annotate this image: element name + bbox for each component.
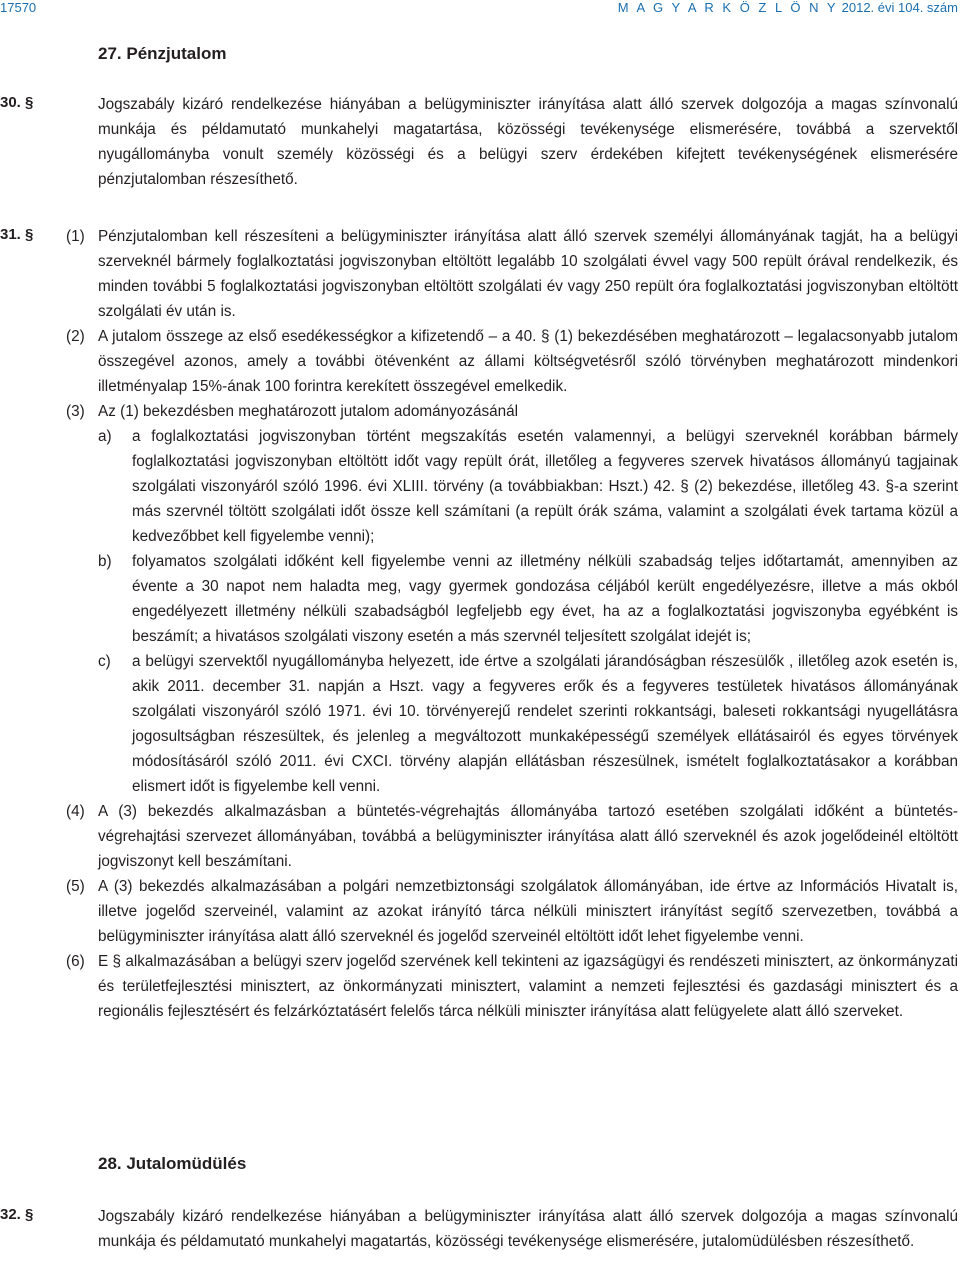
paragraph-number: 32. § bbox=[0, 1206, 34, 1223]
subsection-2 bbox=[66, 324, 958, 399]
subsection-4 bbox=[66, 799, 958, 874]
subsection-number: (5) bbox=[66, 878, 85, 895]
subsection-number: (2) bbox=[66, 328, 85, 345]
page-number: 17570 bbox=[0, 0, 37, 15]
section-title-jutalomudules: 28. Jutalomüdülés bbox=[98, 1154, 247, 1173]
section-title-penzjutalom: 27. Pénzjutalom bbox=[98, 44, 227, 63]
item-text: a belügyi szervektől nyugállományba helyezett, ide értve a szolgálati járandóságban részesülők , illetőleg azok esetén is, akik 2011. december 31. napján a Hszt. vagy a fegyveres erők és a fegyveres testületek hivatásos állományának szolgálati viszonyáról szóló 1971. évi 10. törvényerejű rendelet szerinti rokkantsági, baleseti rokkantsági nyugellátásra jogosultságban részesültek, és jelenleg a megváltozott munkaképességű személyek ellátásairól és egyes törvények módosításáról szóló 2011. évi CXCI. törvény alapján ellátásban részesülnek, ismételt foglalkoztatásakor a korábban elismert időt is figyelembe kell venni. bbox=[132, 653, 958, 795]
item-text: a foglalkoztatási jogviszonyban történt megszakítás esetén valamennyi, a belügyi szerveknél korábban bármely foglalkoztatási jogviszonyban eltöltött időt vagy repült órát, illetőleg a fegyveres szervek hivatásos állományú tagjainak szolgálati viszonyáról szóló 1996. évi XLIII. törvény (a továbbiakban: Hszt.) 42. § (2) bekezdése, illetőleg 43. §-a szerint más szervnél töltött szolgálati időt össze kell számítani (a repült órák száma, valamint a szolgálati évek tartama közül a kedvezőbbet kell figyelembe venni); bbox=[132, 428, 958, 545]
subsection-text: Pénzjutalomban kell részesíteni a belügyminiszter irányítása alatt álló szervek személyi állományának tagját, ha a belügyi szerveknél bármely foglalkoztatási jogviszonyban eltöltött legalább 10 szolgálati évvel vagy 500 repült órával rendelkezik, és minden további 5 foglalkoztatási jogviszonyban eltöltött szolgálati év vagy 250 repült óra foglalkoztatási jogviszonyban eltöltött szolgálati év után is. bbox=[98, 228, 958, 320]
subsection-number: (3) bbox=[66, 403, 85, 420]
item-label: c) bbox=[98, 653, 111, 670]
subsection-text: A jutalom összege az első esedékességkor a kifizetendő – a 40. § (1) bekezdésében meghatározott – legalacsonyabb jutalom összegével azonos, amely a további ötévenként az állami költségvetésről szóló törvényben meghatározott mindenkori illetményalap 15%-ának 100 forintra kerekített összegével emelkedik. bbox=[98, 328, 958, 395]
subsection-5 bbox=[66, 874, 958, 949]
paragraph-number: 30. § bbox=[0, 94, 34, 111]
subsection-3 bbox=[66, 399, 958, 799]
item-text: folyamatos szolgálati időként kell figyelembe venni az illetmény nélküli szabadság teljes időtartamát, amennyiben az évente a 30 napot nem haladta meg, vagy gyermek gondozása céljából került engedélyezésre, illetve a más okból engedélyezett illetmény nélküli szabadságból legfeljebb egy évet, ha az a foglalkoztatási jogviszonyba egyébként is beszámít; a hivatásos szolgálati viszony esetén a más szervnél teljesített szolgálat idejét is; bbox=[132, 553, 958, 645]
page-header bbox=[0, 0, 960, 22]
paragraph-text: Jogszabály kizáró rendelkezése hiányában a belügyminiszter irányítása alatt álló szervek dolgozója a magas színvonalú munkája és példamutató munkahelyi magatartás, közösségi tevékenysége elismerésére, jutalomüdülésben részesíthető. bbox=[98, 1208, 958, 1250]
list-item-b bbox=[98, 549, 958, 649]
paragraph-number: 31. § bbox=[0, 226, 34, 243]
subsection-number: (1) bbox=[66, 228, 85, 245]
list-item-c bbox=[98, 649, 958, 799]
subsection-text: Az (1) bekezdésben meghatározott jutalom adományozásánál bbox=[98, 403, 519, 420]
paragraph-text: Jogszabály kizáró rendelkezése hiányában a belügyminiszter irányítása alatt álló szervek dolgozója a magas színvonalú munkája és példamutató munkahelyi magatartása, közösségi tevékenysége elismerésére, továbbá a szervektől nyugállományba vonult személy közösségi és a belügyi szerv érdekében kifejtett tevékenységének elismerésére pénzjutalomban részesíthető. bbox=[98, 96, 958, 188]
publication-title: M A G Y A R K Ö Z L Ö N Y bbox=[617, 0, 839, 15]
paragraph-body bbox=[66, 224, 958, 1024]
subsection-1 bbox=[66, 224, 958, 324]
list-item-a bbox=[98, 424, 958, 549]
subsection-6 bbox=[66, 949, 958, 1024]
subsection-number: (6) bbox=[66, 953, 85, 970]
subsection-number: (4) bbox=[66, 803, 85, 820]
subsection-text: A (3) bekezdés alkalmazásában a polgári nemzetbiztonsági szolgálatok állományában, ide értve az Információs Hivatalt is, illetve jogelőd szerveinél, valamint az azokat irányító tárca nélküli minisztert irányítást segítő szervezetben, továbbá a belügyminiszter irányítása alatt álló szerveknél és jogelőd szerveinél eltöltött időt lehet figyelembe venni. bbox=[98, 878, 958, 945]
item-label: b) bbox=[98, 553, 112, 570]
publication-info bbox=[618, 0, 958, 15]
issue-number: 2012. évi 104. szám bbox=[841, 0, 958, 15]
subsection-text: E § alkalmazásában a belügyi szerv jogelőd szervének kell tekinteni az igazságügyi és rendészeti minisztert, az önkormányzati és területfejlesztési minisztert, az önkormányzati minisztert, valamint a nemzeti fejlesztési és gazdasági minisztert és a regionális fejlesztésért és felzárkóztatásért felelős tárca nélküli miniszter irányítása alatt felügyelete alatt álló szerveket. bbox=[98, 953, 958, 1020]
item-label: a) bbox=[98, 428, 112, 445]
subsection-text: A (3) bekezdés alkalmazásban a büntetés-végrehajtás állományába tartozó esetében szolgálati időként a büntetés-végrehajtási szervezet állományában, továbbá a belügyminiszter irányítása alatt álló szerveknél és azok jogelődeinél eltöltött jogviszonyt kell beszámítani. bbox=[98, 803, 958, 870]
item-list bbox=[98, 424, 958, 799]
